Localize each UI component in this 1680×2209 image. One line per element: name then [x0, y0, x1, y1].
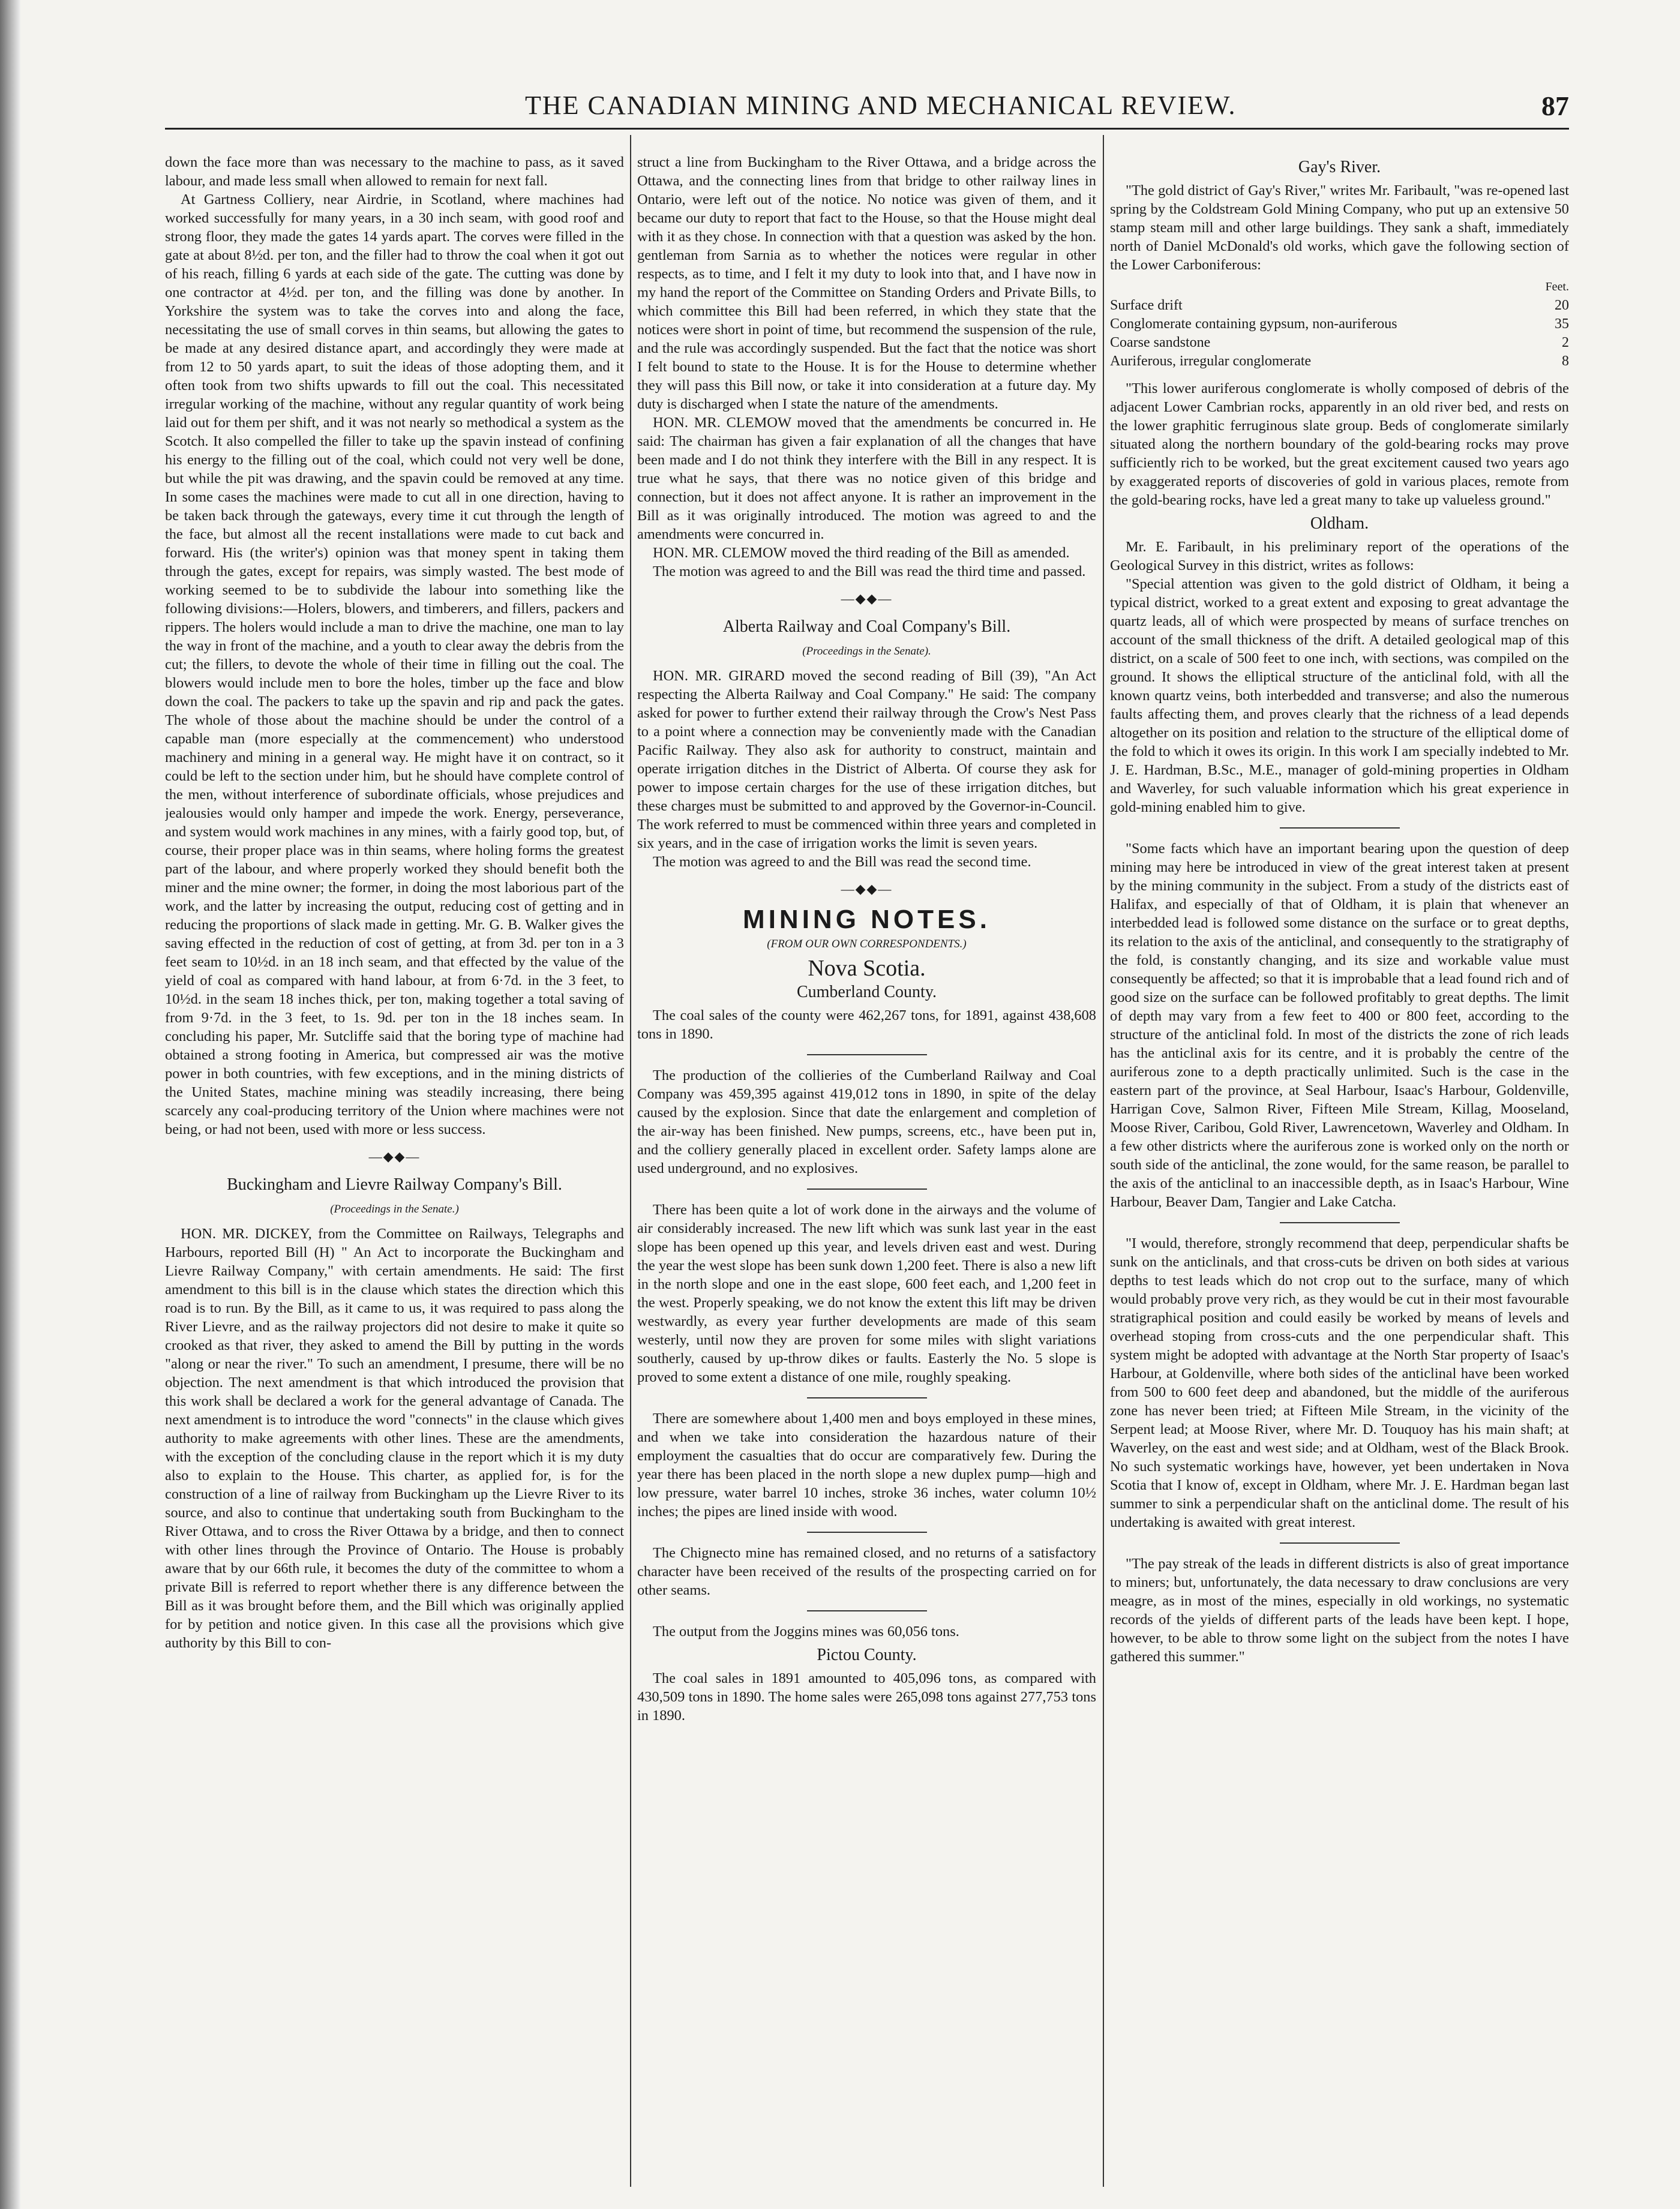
- county-heading: Cumberland County.: [796, 983, 937, 1001]
- page-number: 87: [1541, 91, 1569, 121]
- short-rule: [1280, 1222, 1400, 1223]
- correspondents-note: (FROM OUR OWN CORRESPONDENTS.): [767, 938, 967, 950]
- table-row: [1110, 315, 1569, 334]
- paragraph: The Chignecto mine has remained closed, and no returns of a satisfactory character have been received of the results of the prospecting carried on for other seams.: [637, 1545, 1096, 1598]
- paragraph: "Special attention was given to the gold district of Oldham, it being a typical district, worked to a great extent and exposing to great advantage the quartz leads, all of which were prospected by means of surface trenches on account of the small thickness of the drift. A detailed geological map of this district, on a scale of 500 feet to one inch, with sections, was compiled on the ground. It shows the elliptical structure of the anticlinal fold, with all the known quartz veins, both interbedded and transverse; and also the numerous faults affecting them, and proves clearly that the richness of a lead depends altogether on its position and relation to the structure of the elliptical dome of the fold to which it owes its origin. In this work I am specially indebted to Mr. J. E. Hardman, B.Sc., M.E., manager of gold-mining properties in Oldham and Waverley, for such valuable information which his great experience in gold-mining enabled him to give.: [1110, 576, 1569, 815]
- journal-title: THE CANADIAN MINING AND MECHANICAL REVIEW.: [525, 91, 1237, 120]
- paragraph: The production of the collieries of the Cumberland Railway and Coal Company was 459,395 against 419,012 tons in 1890, in spite of the delay caused by the explosion. Since that date the enlargement and completion of the air-way has been finished. New pumps, screens, etc., have been put in, and the colliery generally placed in excellent order. Safety lamps alone are used underground, and no explosives.: [637, 1067, 1096, 1176]
- paragraph: The coal sales of the county were 462,267 tons, for 1891, against 438,608 tons in 1890.: [637, 1007, 1096, 1042]
- paragraph: "The gold district of Gay's River," writes Mr. Faribault, "was re-opened last spring by the Coldstream Gold Mining Company, who put up an extensive 50 stamp steam mill and other large buildings. They sank a shaft, immediately north of Daniel McDonald's old works, which gave the following section of the Lower Carboniferous:: [1110, 182, 1569, 273]
- table-cell-value: 8: [1562, 353, 1569, 369]
- article-subtitle: (Proceedings in the Senate.): [330, 1203, 459, 1215]
- paragraph: The coal sales in 1891 amounted to 405,096 tons, as compared with 430,509 tons in 1890. The home sales were 265,098 tons against 277,753 tons in 1890.: [637, 1670, 1096, 1724]
- section-ornament: —◆◆—: [841, 591, 893, 606]
- paragraph: "This lower auriferous conglomerate is wholly composed of debris of the adjacent Lower Cambrian rocks, apparently in an old river bed, and rests on the lower graphitic ferruginous slate group. Beds of conglomerate similarly situated along the northern boundary of the gold-bearing rocks may prove sufficiently rich to be worked, but the great excitement caused two years ago by exaggerated reports of discoveries of gold in various places, remote from the gold-bearing rocks, have led a great many to take up valueless ground.": [1110, 380, 1569, 508]
- column-right: [1110, 153, 1569, 2181]
- paragraph: The motion was agreed to and the Bill was read the second time.: [653, 854, 1031, 870]
- paragraph: The motion was agreed to and the Bill was read the third time and passed.: [653, 563, 1086, 580]
- table-cell-label: Auriferous, irregular conglomerate: [1110, 353, 1312, 369]
- scanned-page-edge: [0, 0, 20, 2209]
- table-cell-value: 2: [1562, 335, 1569, 350]
- paragraph: The output from the Joggins mines was 60,056 tons.: [653, 1623, 959, 1640]
- column-divider: [1103, 135, 1104, 2187]
- paragraph: down the face more than was necessary to the machine to pass, as it saved labour, and made less small when allowed to remain for next fall.: [165, 154, 624, 189]
- table-cell-label: Surface drift: [1110, 298, 1183, 313]
- short-rule: [1280, 827, 1400, 829]
- table-row: [1110, 352, 1569, 371]
- header-rule: [165, 128, 1569, 130]
- running-header: [165, 90, 1569, 126]
- section-ornament: —◆◆—: [841, 881, 893, 896]
- paragraph: Mr. E. Faribault, in his preliminary report of the operations of the Geological Survey in this district, writes as follows:: [1110, 539, 1569, 574]
- paragraph: HON. MR. DICKEY, from the Committee on Railways, Telegraphs and Harbours, reported Bill (H) " An Act to incorporate the Buckingham and Lievre Railway Company," with certain amendments. He said: The first amendment to this bill is in the clause which states the direction which this road is to run. By the Bill, as it came to us, it was required to pass along the River Lievre, and as the railway projectors did not desire to make it quite so crooked as that river, they asked to amend the Bill by putting in the words "along or near the river." To such an amendment, I presume, there will be no objection. The next amendment is that which introduced the provision that this work shall be declared a work for the general advantage of Canada. The next amendment is to introduce the word "connects" in the clause which gives authority to make agreements with other lines. These are the amendments, with the exception of the concluding clause in the report which it is my duty also to explain to the House. This charter, as applied for, is for the construction of a line of railway from Buckingham up the Lievre River to its source, and also to continue that undertaking south from Buckingham to the River Ottawa, and to cross the River Ottawa by a bridge, and then to connect with other lines through the Province of Ontario. The House is probably aware that by our 66th rule, it becomes the duty of the committee to whom a private Bill is referred to report whether there is any difference between the Bill as it was brought before them, and the Bill which was originally applied for by petition and notice given. In this case all the provisions which give authority by this Bill to con-: [165, 1226, 624, 1651]
- paragraph: There are somewhere about 1,400 men and boys employed in these mines, and when we take into consideration the hazardous nature of their employment the casualties that do occur are comparatively few. During the year there has been placed in the north slope a new duplex pump—high and low pressure, water barrel 10 inches, stroke 36 inches, water column 10½ inches; the pipes are lined inside with wood.: [637, 1410, 1096, 1520]
- table-cell-value: 35: [1555, 316, 1569, 332]
- article-subtitle: (Proceedings in the Senate).: [802, 645, 931, 658]
- paragraph: "Some facts which have an important bearing upon the question of deep mining may here be introduced in view of the great interest taken at present by the mining community in the subject. From a study of the districts east of Halifax, and especially of that of Oldham, it is plain that whenever an interbedded lead is followed some distance on the surface or to great depths, its relation to the axis of the anticlinal, and consequently to the stratigraphy of the fold, is constantly changing, and its size and workable value must consequently be affected; so that it is improbable that a lead found rich and of good size on the surface can be followed profitably to great depths. The limit of depth may vary from a few feet to 400 or 800 feet, according to the structure of the anticlinal fold. In most of the districts the zone of rich leads has the anticlinal axis for its centre, and it is probably the centre of the auriferous zone to a depth practically unlimited. Such is the case in the eastern part of the province, at Seal Harbour, Isaac's Harbour, Goldenville, Harrigan Cove, Salmon River, Fifteen Mile Stream, Killag, Mooseland, Moose River, Caribou, Gold River, Lawrencetown, Waverley and Oldham. In a few other districts where the auriferous zone is worked only on the north or south side of the anticlinal, the zone would, for the same reason, be parallel to the axis of the anticlinal to an inaccessible depth, as in Isaac's Harbour, Wine Harbour, Beaver Dam, Tangier and Lake Catcha.: [1110, 841, 1569, 1210]
- short-rule: [807, 1397, 927, 1398]
- paragraph: HON. MR. GIRARD moved the second reading of Bill (39), "An Act respecting the Alberta Railway and Coal Company." He said: The company asked for power to further extend their railway through the Crow's Nest Pass to a point where a connection may be conveniently made with the Canadian Pacific Railway. They also ask for authority to construct, maintain and operate irrigation ditches in the District of Alberta. Of course they ask for power to impose certain charges for the use of these irrigation ditches, but these charges must be submitted to and approved by the Governor-in-Council. The work referred to must be commenced within three years and completed in six years, and in the case of irrigation works the limit is seven years.: [637, 668, 1096, 851]
- district-heading: Oldham.: [1310, 514, 1369, 533]
- column-middle: [637, 153, 1096, 2181]
- table-cell-label: Conglomerate containing gypsum, non-auriferous: [1110, 316, 1397, 332]
- column-left: [165, 153, 624, 2181]
- paragraph: HON. MR. CLEMOW moved that the amendments be concurred in. He said: The chairman has given a fair explanation of all the changes that have been made and I do not think they interfere with the Bill in any respect. It is true what he says, that there was no notice given of this bridge and connection, but it does not affect anyone. It is rather an improvement in the Bill as it was originally introduced. The motion was agreed to and the amendments were concurred in.: [637, 415, 1096, 542]
- county-heading: Pictou County.: [817, 1646, 917, 1664]
- table-row: [1110, 296, 1569, 315]
- paragraph: There has been quite a lot of work done in the airways and the volume of air considerably increased. The new lift which was sunk last year in the east slope has been opened up this year, and levels driven east and west. During the year the west slope has been sunk down 1,200 feet. There is also a new lift in the north slope and one in the east slope, 600 feet each, and 1,200 feet in the west. Properly speaking, we do not know the extent this lift may be driven westwardly, as every year further developments are made of this seam westerly, until now they are proven for some miles with slight variations southerly, caused by up-throw dikes or faults. Easterly the No. 5 slope is proved to some extent a distance of one mile, roughly speaking.: [637, 1202, 1096, 1385]
- article-title: Buckingham and Lievre Railway Company's Bill.: [227, 1175, 562, 1194]
- paragraph: "I would, therefore, strongly recommend that deep, perpendicular shafts be sunk on the anticlinals, and that cross-cuts be driven on both sides at various depths to test leads which do not crop out to the surface, many of which would probably prove very rich, as they would be cut in their most favourable stratigraphical position and could easily be worked by means of levels and overhead stoping from cross-cuts and the one perpendicular shaft. This system might be adopted with advantage at the North Star property of Isaac's Harbour, at Goldenville, where both sides of the anticlinal have been worked from 500 to 600 feet deep and abandoned, but the middle of the auriferous zone has never been tried; at Fifteen Mile Stream, in the vicinity of the Serpent lead; at Moose River, where Mr. D. Touquoy has his main shaft; at Waverley, on the east and west side; and at Oldham, west of the Black Brook. No such systematic workings have, however, yet been undertaken in Nova Scotia that I know of, except in Oldham, where Mr. J. E. Hardman began last summer to sink a perpendicular shaft on the anticlinal dome. The result of his undertaking is awaited with great interest.: [1110, 1235, 1569, 1530]
- paragraph: "The pay streak of the leads in different districts is also of great importance to miners; but, unfortunately, the data necessary to draw conclusions are very meagre, as in most of the mines, especially in old workings, no systematic records of the yields of different parts of the leads have been kept. I hope, however, to be able to throw some light on the subject from the notes I have gathered this summer.": [1110, 1556, 1569, 1665]
- short-rule: [807, 1054, 927, 1055]
- table-cell-value: 20: [1555, 298, 1569, 313]
- short-rule: [807, 1188, 927, 1190]
- column-divider: [630, 135, 631, 2187]
- short-rule: [807, 1610, 927, 1611]
- section-heading-mining-notes: MINING NOTES.: [743, 905, 991, 934]
- section-ornament: —◆◆—: [368, 1149, 421, 1164]
- district-heading: Gay's River.: [1298, 158, 1381, 176]
- paragraph: struct a line from Buckingham to the River Ottawa, and a bridge across the Ottawa, and the connecting lines from that bridge to other railway lines in Ontario, were left out of the notice. No notice was given of them, and it became our duty to report that fact to the House, so that the House might deal with it as they chose. In connection with that a question was asked by the hon. gentleman from Sarnia as to whether the notices were regular in other respects, as to time, and I felt it my duty to look into that, and I have now in my hand the report of the Committee on Standing Orders and Private Bills, to which committee this Bill had been referred, in which they state that the notices were short in point of time, but recommend the suspension of the rule, and the rule was accordingly suspended. But the fact that the notice was short I felt bound to state to the House. It is for the House to determine whether they will pass this Bill now, or take it into consideration at a future day. My duty is discharged when I state the nature of the amendments.: [637, 154, 1096, 412]
- paragraph: At Gartness Colliery, near Airdrie, in Scotland, where machines had worked successfully for many years, in a 30 inch seam, with good roof and strong floor, they made the gates 14 yards apart. The corves were filled in the gate at about 8½d. per ton, and the filler had to throw the coal when it got out of his reach, filling 6 yards at each side of the gate. The cutting was done by one contractor at 4½d. per ton, and the filling was done by another. In Yorkshire the system was to take the corves into and along the face, necessitating the use of small corves in thin seams, but allowing the gates to be made at any desired distance apart, and accordingly they were made at from 12 to 50 yards apart, to suit the ideas of those adopting them, and it often took from two shifts upwards to fill out the coal. This necessitated irregular working of the machine, without any regular quantity of work being laid out for them per shift, and it was not nearly so methodical a system as the Scotch. It also compelled the filler to take up the spavin instead of confining his energy to the filling out of the coal, which could not very well be done, but while the pit was drawing, and the spavin could be removed at any time. In some cases the machines were made to cut all in one direction, having to be taken back through the gateways, every time it cut through the length of the face, but almost all the recent installations were made to cut back and forward. His (the writer's) opinion was that money spent in taking them through the gates, except for repairs, was simply wasted. The best mode of working seemed to be to subdivide the labour into something like the following divisions:—Holers, blowers, and timberers, and fillers, packers and rippers. The holers would include a man to drive the machine, one man to lay the way in front of the machine, and a youth to clear away the debris from the cut; the fillers, to devote the whole of their time in filling out the coal. The blowers would include men to bore the holes, timber up the face and blow down the coal. The packers to take up the spavin and rip and pack the gates. The whole of those about the machine should be under the control of a capable man (more especially at the commencement) who understood machinery and mining in a general way. He might have it on contract, so it could be left to the section under him, but he should have complete control of the men, without interference of subordinate officials, whose prejudices and jealousies would only hamper and impede the work. Energy, perseverance, and system would work machines in any mines, with a fairly good top, but, of course, their proper place was in thin seams, where holing forms the greatest part of the labour, and where properly worked they should benefit both the miner and the mine owner; the former, in doing the most laborious part of the work, and the latter by increasing the output, reducing cost of getting and in reducing the proportions of slack made in getting. Mr. G. B. Walker gives the saving effected in the reduction of cost of getting, at from 3d. per ton in a 3 feet seam to 10½d. in an 18 inch seam, and that effected by the value of the yield of coal as compared with hand labour, at from 6·7d. in the 3 feet, to 10½d. in the seam 18 inches thick, per ton, making together a total saving of from 9·7d. in the 3 feet, to 1s. 9d. per ton in the 18 inches seam. In concluding his paper, Mr. Sutcliffe said that the boring type of machine had obtained a strong footing in America, but compressed air was the motive power in both countries, with few exceptions, and in the mining districts of the United States, machine mining was steadily increasing, there being scarcely any coal-producing territory of the Union where machines were not being, or had not been, used with more or less success.: [165, 191, 624, 1137]
- table-header-unit: Feet.: [1545, 280, 1569, 293]
- table-row: [1110, 334, 1569, 352]
- section-table: [1110, 278, 1569, 371]
- province-heading: Nova Scotia.: [808, 956, 926, 981]
- paragraph: HON. MR. CLEMOW moved the third reading of the Bill as amended.: [653, 545, 1070, 561]
- short-rule: [1280, 1542, 1400, 1544]
- short-rule: [807, 1532, 927, 1533]
- table-cell-label: Coarse sandstone: [1110, 335, 1211, 350]
- article-title: Alberta Railway and Coal Company's Bill.: [722, 617, 1011, 636]
